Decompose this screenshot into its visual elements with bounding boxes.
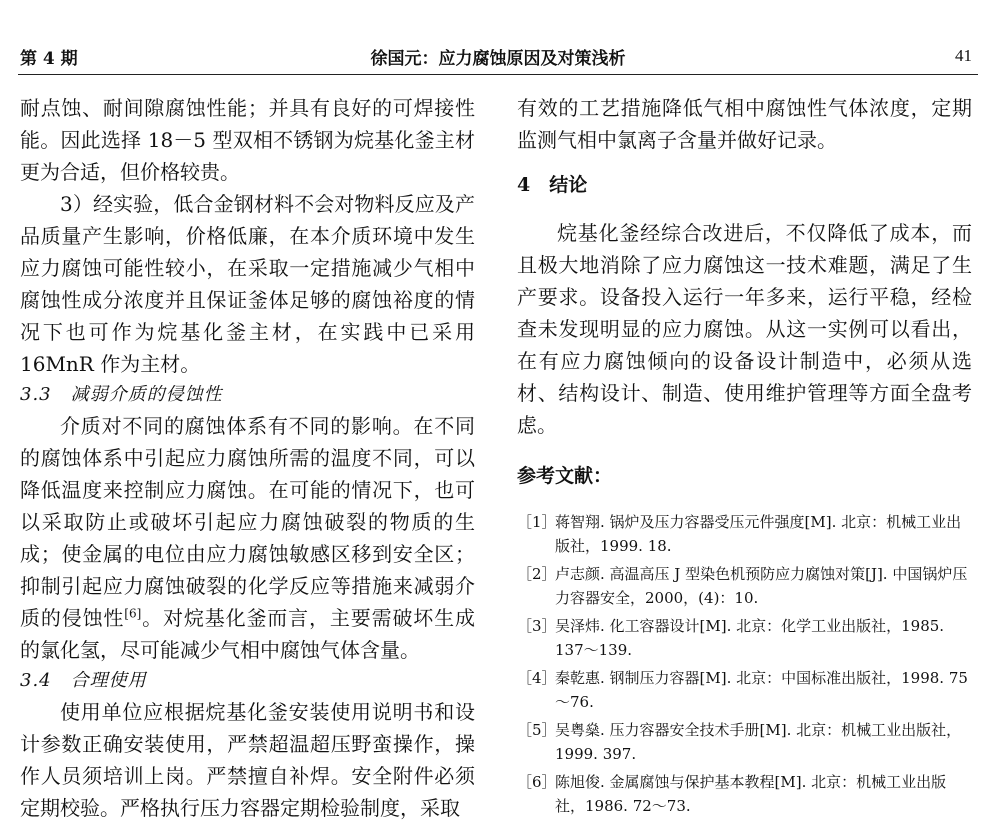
reference-text: 吴粤燊. 压力容器安全技术手册[M]. 北京：机械工业出版社，1999. 397. xyxy=(555,721,962,763)
right-column xyxy=(517,92,972,822)
reference-text: 卢志颜. 高温高压 J 型染色机预防应力腐蚀对策[J]. 中国锅炉压力容器安全，2000，(4)：10. xyxy=(555,565,968,607)
header-rule xyxy=(18,74,978,75)
paragraph: 烷基化釜经综合改进后，不仅降低了成本，而且极大地消除了应力腐蚀这一技术难题，满足了生产要求。设备投入运行一年多来，运行平稳，经检查未发现明显的应力腐蚀。从这一实例可以看出，在有应力腐蚀倾向的设备设计制造中，必须从选材、结构设计、制造、使用维护管理等方面全盘考虑。 xyxy=(517,221,972,437)
reference-item xyxy=(517,562,972,610)
reference-number: ［1］ xyxy=(517,513,557,531)
running-title: 徐国元：应力腐蚀原因及对策浅析 xyxy=(370,49,626,69)
reference-text: 陈旭俊. 金属腐蚀与保护基本教程[M]. 北京：机械工业出版社，1986. 72～73. xyxy=(555,773,947,815)
reference-number: ［5］ xyxy=(517,721,557,739)
section-heading-4: 4 结论 xyxy=(517,174,588,196)
citation: [6] xyxy=(124,606,142,621)
reference-text: 蒋智翔. 锅炉及压力容器受压元件强度[M]. 北京：机械工业出版社，1999. 18. xyxy=(555,513,962,555)
reference-number: ［2］ xyxy=(517,565,557,583)
reference-number: ［4］ xyxy=(517,669,557,687)
paragraph xyxy=(20,410,475,666)
paragraph-text: 。对烷基化釜而言，主要需破坏生成的氯化氢，尽可能减少气相中腐蚀气体含量。 xyxy=(20,606,476,662)
paragraph: 耐点蚀、耐间隙腐蚀性能；并具有良好的可焊接性能。因此选择 18－5 型双相不锈钢为烷基化釜主材更为合适，但价格较贵。 xyxy=(20,96,475,184)
references-title: 参考文献： xyxy=(517,465,613,487)
reference-number: ［3］ xyxy=(517,617,557,635)
reference-number: ［6］ xyxy=(517,773,557,791)
reference-item xyxy=(517,510,972,558)
reference-item xyxy=(517,614,972,662)
section-heading-3-3: 3.3 减弱介质的侵蚀性 xyxy=(20,384,223,405)
paragraph-text: 介质对不同的腐蚀体系有不同的影响。在不同的腐蚀体系中引起应力腐蚀所需的温度不同，可以降低温度来控制应力腐蚀。在可能的情况下，也可以采取防止或破坏引起应力腐蚀破裂的物质的生成；使金属的电位由应力腐蚀敏感区移到安全区；抑制引起应力腐蚀破裂的化学反应等措施来减弱介质的侵蚀性 xyxy=(20,414,475,630)
paragraph: 3）经实验，低合金钢材料不会对物料反应及产品质量产生影响，价格低廉，在本介质环境中发生应力腐蚀可能性较小，在采取一定措施减少气相中腐蚀性成分浓度并且保证釜体足够的腐蚀裕度的情况下也可作为烷基化釜主材，在实践中已采用 16MnR 作为主材。 xyxy=(20,192,475,376)
paragraph: 有效的工艺措施降低气相中腐蚀性气体浓度，定期监测气相中氯离子含量并做好记录。 xyxy=(517,96,972,152)
reference-item xyxy=(517,666,972,714)
paragraph: 使用单位应根据烷基化釜安装使用说明书和设计参数正确安装使用，严禁超温超压野蛮操作，操作人员须培训上岗。严禁擅自补焊。安全附件必须定期校验。严格执行压力容器定期检验制度，采取 xyxy=(20,700,475,820)
page-number: 41 xyxy=(955,46,972,65)
reference-item xyxy=(517,718,972,766)
reference-item xyxy=(517,770,972,818)
reference-text: 吴泽炜. 化工容器设计[M]. 北京：化学工业出版社，1985. 137～139. xyxy=(555,617,945,659)
issue-label: 第 4 期 xyxy=(20,49,78,69)
running-header xyxy=(18,40,978,70)
section-heading-3-4: 3.4 合理使用 xyxy=(20,670,147,691)
reference-text: 秦乾惠. 钢制压力容器[M]. 北京：中国标准出版社，1998. 75～76. xyxy=(555,669,968,711)
left-column xyxy=(20,92,475,824)
